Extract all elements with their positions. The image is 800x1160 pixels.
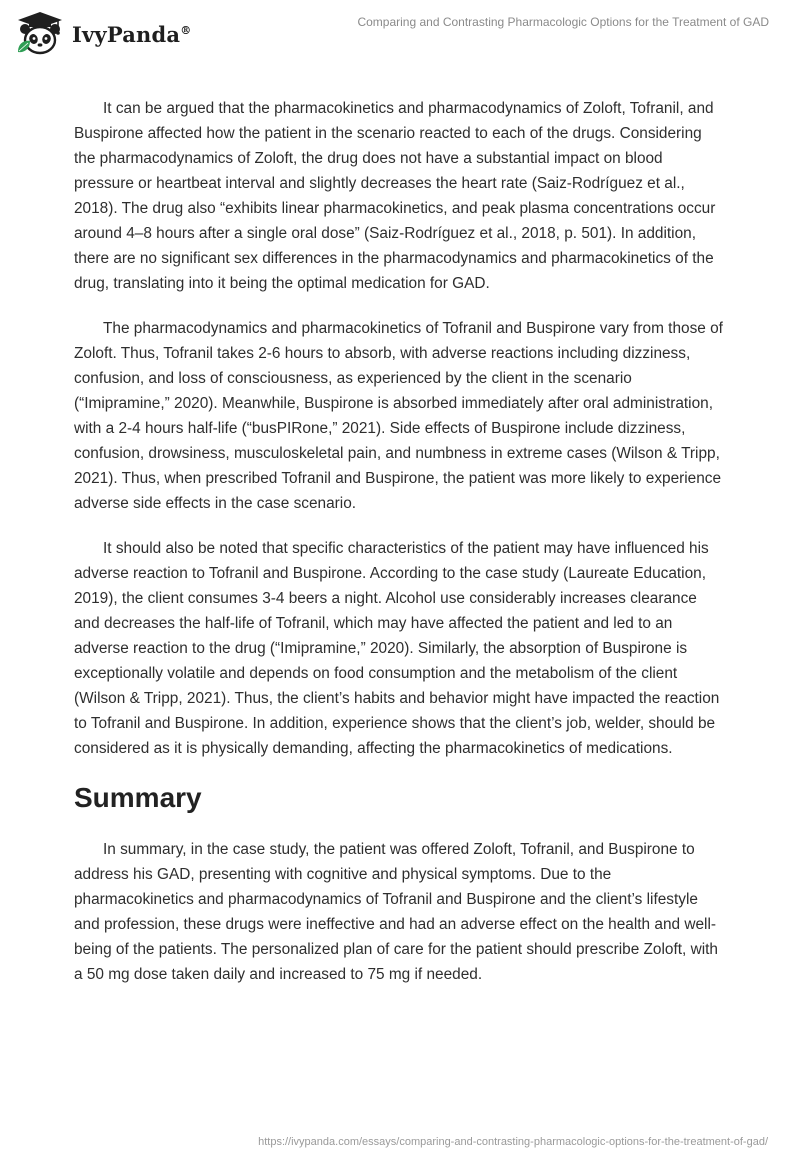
- essay-body: [74, 96, 726, 1007]
- body-paragraph-3: It should also be noted that specific characteristics of the patient may have influenced his adverse reaction to Tofranil and Buspirone. According to the case study (Laureate Education, 2019), the client consumes 3-4 beers a night. Alcohol use considerably increases clearance and decreases the half-life of Tofranil, which may have affected the patient and led to an adverse reaction to the drug (“Imipramine,” 2020). Similarly, the absorption of Buspirone is exceptionally volatile and depends on food consumption and the metabolism of the client (Wilson & Tripp, 2021). Thus, the client’s habits and behavior might have impacted the reaction to Tofranil and Buspirone. In addition, experience shows that the client’s job, welder, should be considered as it is physically demanding, affecting the pharmacokinetics of medications.: [74, 540, 720, 757]
- summary-paragraph: In summary, in the case study, the patient was offered Zoloft, Tofranil, and Buspirone to address his GAD, presenting with cognitive and physical symptoms. Due to the pharmacokinetics and pharmacodynamics of Tofranil and Buspirone and the client’s lifestyle and profession, these drugs were ineffective and had an adverse effect on the health and well-being of the patients. The personalized plan of care for the patient should prescribe Zoloft, with a 50 mg dose taken daily and increased to 75 mg if needed.: [74, 841, 718, 983]
- ivypanda-logo[interactable]: [14, 8, 191, 60]
- body-paragraph-1: It can be argued that the pharmacokinetics and pharmacodynamics of Zoloft, Tofranil, and Buspirone affected how the patient in the scenario reacted to each of the drugs. Considering the pharmacodynamics of Zoloft, the drug does not have a substantial impact on blood pressure or heartbeat interval and slightly decreases the heart rate (Saiz-Rodríguez et al., 2018). The drug also “exhibits linear pharmacokinetics, and peak plasma concentrations occur around 4–8 hours after a single oral dose” (Saiz-Rodríguez et al., 2018, p. 501). In addition, there are no significant sex differences in the pharmacodynamics and pharmacokinetics of the drug, translating into it being the optimal medication for GAD.: [74, 100, 716, 292]
- logo-name: IvyPanda: [72, 21, 181, 47]
- logo-wordmark: [72, 22, 191, 47]
- body-paragraph-2: The pharmacodynamics and pharmacokinetics of Tofranil and Buspirone vary from those of Zoloft. Thus, Tofranil takes 2-6 hours to absorb, with adverse reactions including dizziness, confusion, and loss of consciousness, as experienced by the client in the scenario (“Imipramine,” 2020). Meanwhile, Buspirone is absorbed immediately after oral administration, with a 2-4 hours half-life (“busPIRone,” 2021). Side effects of Buspirone include dizziness, confusion, drowsiness, musculoskeletal pain, and numbness in extreme cases (Wilson & Tripp, 2021). Thus, when prescribed Tofranil and Buspirone, the patient was more likely to experience adverse side effects in the case scenario.: [74, 320, 723, 512]
- registered-mark: ®: [180, 23, 192, 37]
- page-header: [0, 0, 800, 66]
- document-title: Comparing and Contrasting Pharmacologic Options for the Treatment of GAD: [357, 15, 769, 29]
- source-url[interactable]: https://ivypanda.com/essays/comparing-and-contrasting-pharmacologic-options-for-the-treatment-of-gad/: [258, 1136, 768, 1148]
- panda-graduate-icon: [14, 8, 66, 60]
- summary-heading: Summary: [74, 782, 202, 813]
